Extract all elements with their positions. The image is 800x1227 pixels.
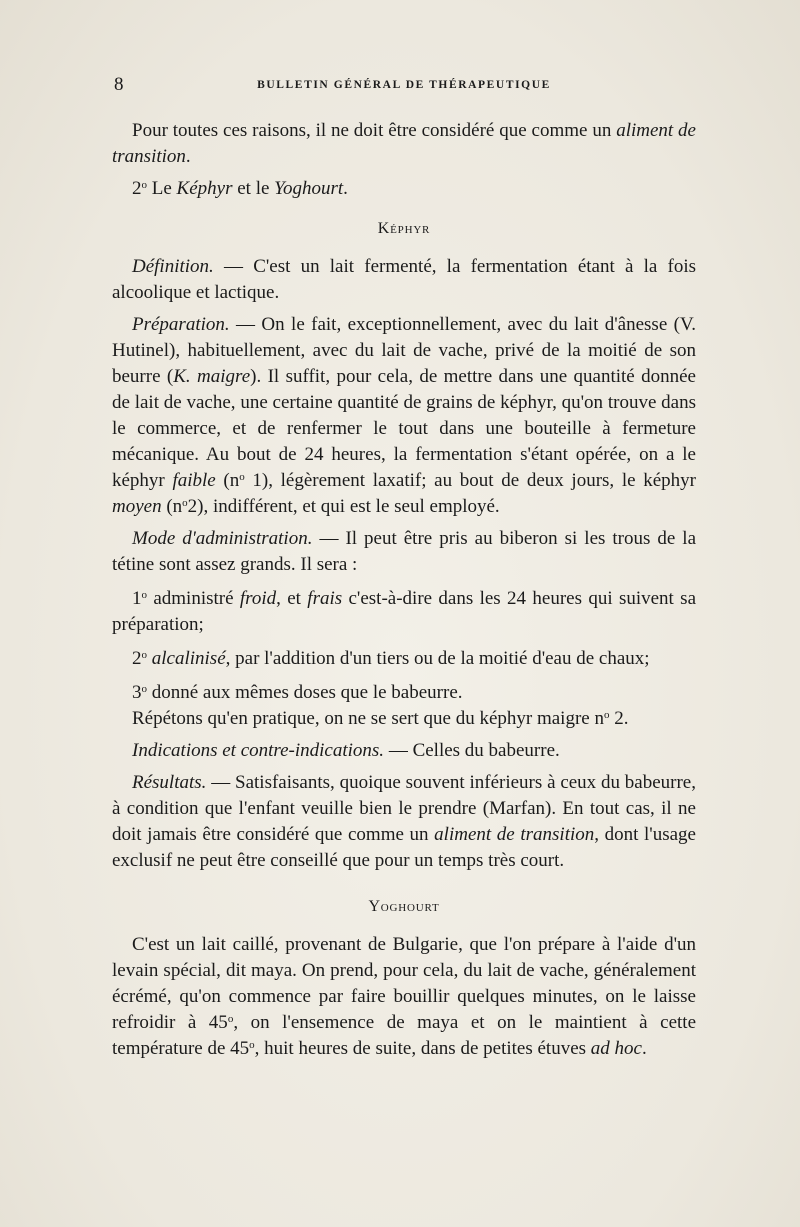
paragraph-preparation: Préparation. — On le fait, exceptionnellement, avec du lait d'ânesse (V. Hutinel), habituellement, avec du lait de vache, privé de la moitié de son beurre (K. maigre). Il suffit, pour cela, de mettre dans une quantité donnée de lait de vache, une certaine quantité de grains de képhyr, qu'on trouve dans le commerce, et de renfermer le tout dans une bouteille à fermeture mécanique. Au bout de 24 heures, la fermentation s'étant opérée, on a le képhyr faible ($n^o$ 1), légèrement laxatif; au bout de deux jours, le képhyr moyen $(n^o2)$, indifférent, et qui est le seul employé. bbox=[112, 314, 696, 517]
paragraph-kephyr-yoghourt: 2$^o$ Le Képhyr et le Yoghourt. bbox=[132, 178, 348, 199]
paragraph-indications: Indications et contre-indications. — Celles du babeurre. bbox=[132, 740, 560, 761]
running-title: BULLETIN GÉNÉRAL DE THÉRAPEUTIQUE bbox=[257, 79, 551, 91]
list-item-1: 1$^o$ administré froid, et frais c'est-à-dire dans les 24 heures qui suivent sa préparation; bbox=[112, 588, 696, 635]
paragraph-definition: Définition. — C'est un lait fermenté, la fermentation étant à la fois alcoolique et lactique. bbox=[112, 256, 696, 303]
paragraph-yoghourt: C'est un lait caillé, provenant de Bulgarie, que l'on prépare à l'aide d'un levain spécial, dit maya. On prend, pour cela, du lait de vache, généralement écrémé, qu'on commence par faire bouillir quelques minutes, on le laisse refroidir à 45$^o$, on l'ensemence de maya et on le maintient à cette température de 45$^o$, huit heures de suite, dans de petites étuves ad hoc. bbox=[112, 934, 697, 1059]
section-heading-yoghourt: Yoghourt bbox=[368, 898, 440, 915]
paragraph-transition: Pour toutes ces raisons, il ne doit être considéré que comme un aliment de transition. bbox=[112, 120, 696, 167]
paragraph-resultats: Résultats. — Satisfaisants, quoique souvent inférieurs à ceux du babeurre, à condition que l'enfant veuille bien le prendre (Marfan). En tout cas, il ne doit jamais être considéré que comme un aliment de transition, dont l'usage exclusif ne peut être conseillé que pour un temps très court. bbox=[112, 772, 696, 871]
list-item-2: 2$^o$ alcalinisé, par l'addition d'un tiers ou de la moitié d'eau de chaux; bbox=[132, 648, 650, 669]
page-header bbox=[114, 74, 694, 98]
section-heading-kephyr: Képhyr bbox=[377, 220, 431, 237]
paragraph-repeat: Répétons qu'en pratique, on ne se sert que du képhyr maigre $n^o$ 2. bbox=[132, 708, 629, 729]
list-item-3: 3$^o$ donné aux mêmes doses que le babeurre. bbox=[132, 682, 463, 703]
paragraph-mode-administration: Mode d'administration. — Il peut être pris au biberon si les trous de la tétine sont assez grands. Il sera : bbox=[112, 528, 696, 575]
page-number: 8 bbox=[114, 74, 124, 95]
page-body bbox=[112, 118, 696, 1062]
